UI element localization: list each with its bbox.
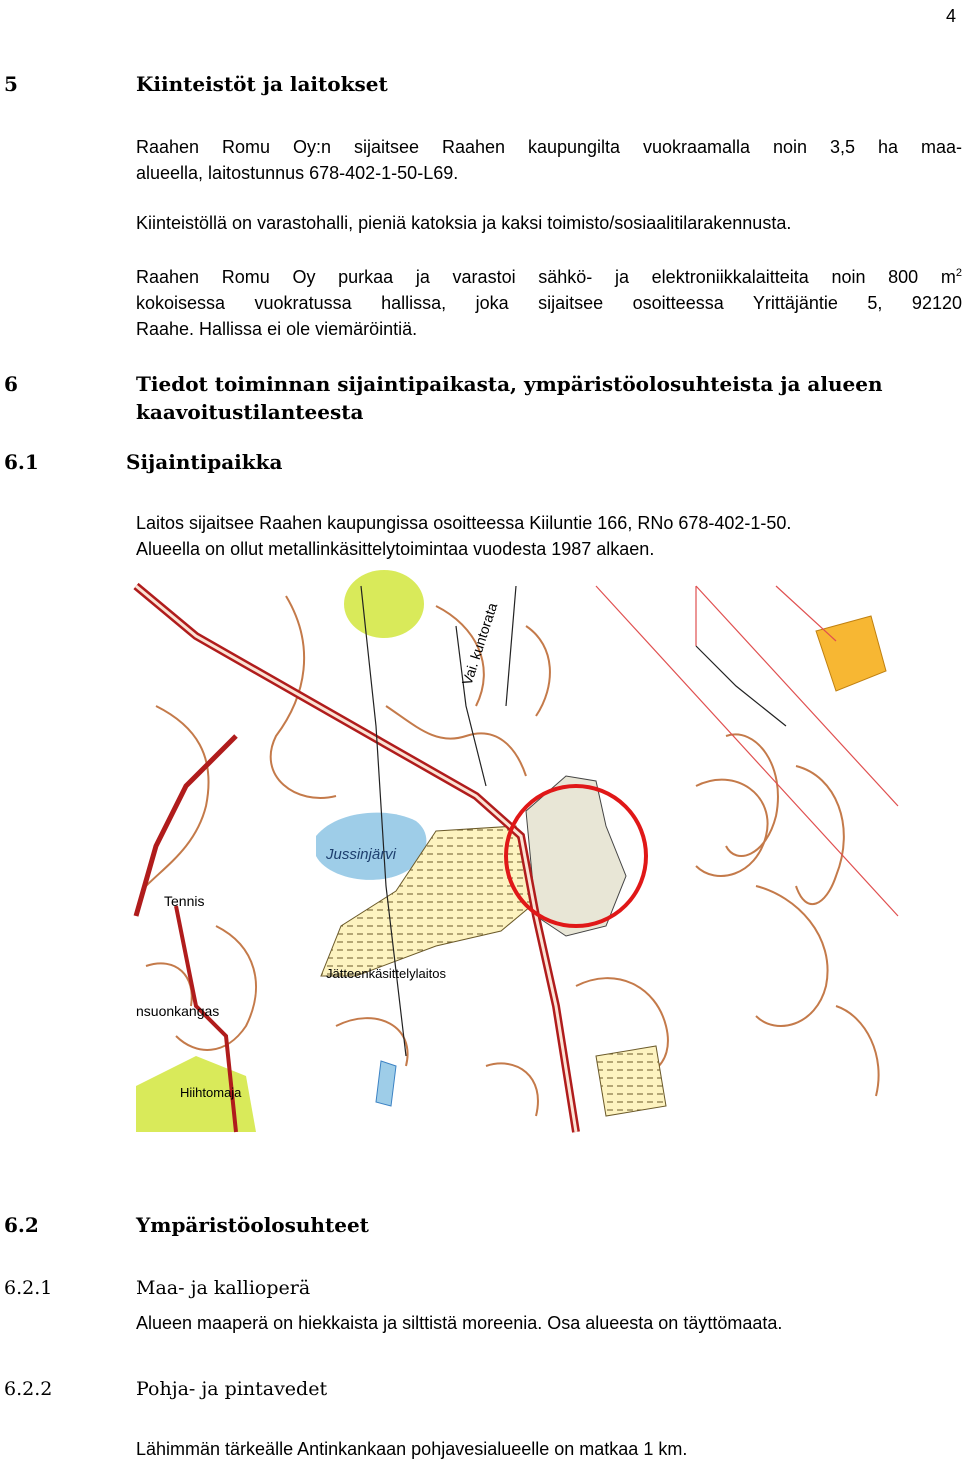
text-line: Raahen Romu Oy:n sijaitsee Raahen kaupungilta vuokraamalla noin 3,5 ha maa- [136, 137, 962, 157]
section-title: Kiinteistöt ja laitokset [136, 72, 388, 96]
text-line: kokoisessa vuokratussa hallissa, joka sijaitsee osoitteessa Yrittäjäntie 5, 92120 [136, 293, 962, 313]
text-span: Raahen Romu Oy purkaa ja varastoi sähkö- ja elektroniikkalaitteita noin 800 m [136, 267, 956, 287]
paragraph [136, 264, 962, 342]
superscript: 2 [955, 267, 962, 279]
section-6-2-1-heading [4, 1277, 604, 1299]
section-number: 6.1 [4, 450, 39, 474]
title-line: Tiedot toiminnan sijaintipaikasta, ympäristöolosuhteista ja alueen [136, 372, 883, 396]
ski-lodge-label: Hiihtomaja [180, 1085, 242, 1100]
section-number: 5 [4, 72, 18, 96]
title-line: kaavoitustilanteesta [136, 400, 364, 424]
text-line: alueella, laitostunnus 678-402-1-50-L69. [136, 163, 459, 183]
page-number: 4 [945, 6, 956, 26]
section-number: 6.2.2 [4, 1378, 53, 1400]
section-5-heading [4, 72, 904, 96]
lake-label: Jussinjärvi [326, 846, 397, 863]
green-area [344, 570, 424, 638]
text-line [136, 264, 962, 290]
paragraph: Kiinteistöllä on varastohalli, pieniä katoksia ja kaksi toimisto/sosiaalitilarakennusta. [136, 213, 792, 233]
section-number: 6.2 [4, 1213, 39, 1237]
tennis-label: Tennis [164, 893, 205, 909]
section-title: Maa- ja kallioperä [136, 1277, 311, 1299]
paragraph [136, 134, 962, 186]
text-line: Alueella on ollut metallinkäsittelytoimintaa vuodesta 1987 alkaen. [136, 539, 655, 559]
waste-label: Jätteenkäsittelylaitos [326, 966, 446, 981]
text-line: Laitos sijaitsee Raahen kaupungissa osoitteessa Kiiluntie 166, RNo 678-402-1-50. [136, 513, 792, 533]
field-area [816, 616, 886, 691]
section-6-1-heading [4, 450, 604, 474]
map-svg [136, 586, 898, 1132]
section-number: 6.2.1 [4, 1277, 53, 1299]
section-title [136, 370, 936, 426]
section-title: Pohja- ja pintavedet [136, 1378, 328, 1400]
section-6-heading [4, 370, 924, 424]
area-label: nsuonkangas [136, 1003, 220, 1019]
site-area [526, 776, 626, 936]
location-map [136, 586, 898, 1132]
section-number: 6 [4, 372, 18, 396]
road-label: Vai. kuntorata [458, 600, 501, 687]
section-title: Ympäristöolosuhteet [136, 1213, 369, 1237]
pond [376, 1061, 396, 1106]
section-6-2-2-heading [4, 1378, 604, 1400]
hatched-area [596, 1046, 666, 1116]
paragraph [136, 510, 962, 562]
section-6-2-heading [4, 1213, 604, 1237]
paragraph: Alueen maaperä on hiekkaista ja silttistä moreenia. Osa alueesta on täyttömaata. [136, 1313, 783, 1333]
section-title: Sijaintipaikka [126, 450, 283, 474]
paragraph: Lähimmän tärkeälle Antinkankaan pohjavesialueelle on matkaa 1 km. [136, 1439, 688, 1459]
text-line: Raahe. Hallissa ei ole viemäröintiä. [136, 319, 418, 339]
